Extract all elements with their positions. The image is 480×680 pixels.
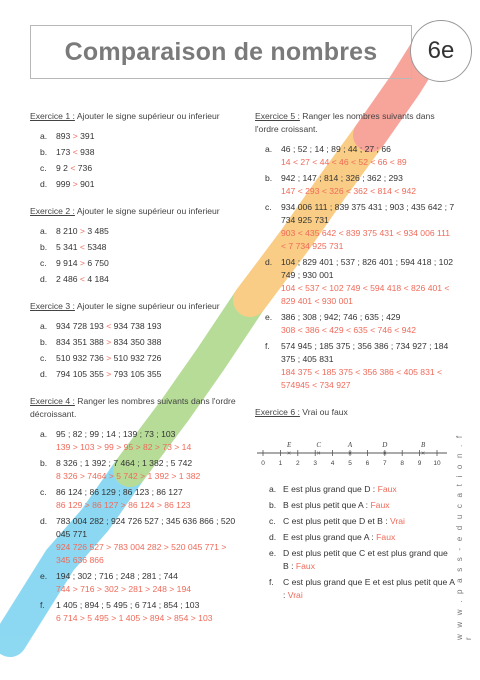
item-answer: 139 > 103 > 99 > 95 > 82 > 73 > 14: [56, 442, 192, 452]
item-answer: 8 326 > 7464 > 5 742 > 1 392 > 1 382: [56, 471, 201, 481]
item-question: E est plus grand que D :: [283, 484, 378, 494]
number-line-tick-label: 9: [417, 460, 422, 467]
item-right: 793 105 355: [113, 369, 162, 379]
item-answer: Faux: [376, 532, 396, 542]
ex4-instruction: Ranger les nombres suivants dans l'ordre décroissant.: [30, 396, 236, 419]
item-question: D est plus petit que C et est plus grand que B :: [283, 548, 448, 571]
number-line-point-label: E: [286, 441, 292, 449]
item-question: 942 ; 147 ; 814 ; 326 ; 362 ; 293: [281, 173, 403, 183]
item-question: C est plus petit que D et B :: [283, 516, 390, 526]
ex4-list: [30, 428, 240, 625]
number-line-point-mark: ×: [316, 450, 321, 458]
ex6-heading: Exercice 6 :: [255, 407, 300, 417]
item-right: 901: [80, 179, 95, 189]
item-left: 2 486: [56, 274, 78, 284]
item-right: 736: [77, 163, 93, 173]
item-label: c.: [40, 258, 47, 268]
list-item: [40, 273, 240, 286]
item-right: 934 738 193: [113, 321, 162, 331]
list-item: [265, 172, 455, 198]
list-item: [40, 486, 240, 512]
list-item: [40, 368, 240, 381]
item-label: e.: [265, 312, 273, 322]
item-answer: 6 714 > 5 495 > 1 405 > 894 > 854 > 103: [56, 613, 213, 623]
item-label: e.: [269, 548, 277, 558]
list-item: [40, 336, 240, 349]
item-label: d.: [40, 274, 48, 284]
title-box: [30, 25, 412, 79]
item-sign: >: [79, 258, 85, 268]
item-question: 783 004 282 ; 924 726 527 ; 345 636 866 ; 520 045 771: [56, 516, 236, 539]
number-line-tick-label: 6: [365, 460, 370, 467]
item-sign: <: [70, 163, 76, 173]
item-question: 934 006 111 ; 839 375 431 ; 903 ; 435 642 ; 7 734 925 731: [281, 202, 455, 225]
number-line-tick-label: 8: [400, 460, 405, 467]
item-question: 46 ; 52 ; 14 ; 89 ; 44 ; 27 ; 66: [281, 144, 391, 154]
number-line-tick-label: 5: [348, 460, 352, 467]
list-item: [40, 457, 240, 483]
item-sign: >: [72, 179, 78, 189]
list-item: [40, 241, 240, 254]
list-item: [40, 352, 240, 365]
list-item: [265, 143, 455, 169]
item-label: c.: [265, 202, 272, 212]
number-line-point-label: A: [347, 441, 353, 449]
item-label: c.: [40, 163, 47, 173]
list-item: [40, 225, 240, 238]
item-label: c.: [40, 487, 47, 497]
ex2-instruction: Ajouter le signe supérieur ou inferieur: [74, 206, 220, 216]
item-question: 386 ; 308 ; 942; 746 ; 635 ; 429: [281, 312, 401, 322]
item-sign: >: [106, 369, 112, 379]
number-line: [255, 433, 455, 469]
item-answer: Vrai: [390, 516, 405, 526]
list-item: [40, 570, 240, 596]
page-title: Comparaison de nombres: [64, 37, 378, 66]
item-label: d.: [40, 516, 48, 526]
item-right: 4 184: [87, 274, 109, 284]
ex1-title: [30, 110, 240, 123]
item-left: 934 728 193: [56, 321, 104, 331]
list-item: [40, 130, 240, 143]
item-label: a.: [265, 144, 273, 154]
item-sign: >: [72, 131, 78, 141]
item-label: d.: [40, 369, 48, 379]
left-column: [30, 110, 240, 639]
ex2-heading: Exercice 2 :: [30, 206, 75, 216]
item-answer: 14 < 27 < 44 < 46 < 52 < 66 < 89: [281, 157, 407, 167]
list-item: [40, 428, 240, 454]
ex6-instruction: Vrai ou faux: [299, 407, 348, 417]
item-left: 834 351 388: [56, 337, 104, 347]
item-label: b.: [40, 337, 48, 347]
ex6-title: [255, 406, 455, 419]
item-right: 510 932 726: [113, 353, 162, 363]
number-line-tick-label: 7: [382, 460, 387, 467]
item-answer: 147 < 293 < 326 < 362 < 814 < 942: [281, 186, 416, 196]
list-item: [40, 162, 240, 175]
number-line-point-mark: ×: [287, 450, 292, 458]
list-item: [265, 256, 455, 308]
number-line-point-mark: ×: [347, 450, 353, 458]
item-question: 86 124 ; 86 129 ; 86 123 ; 86 127: [56, 487, 183, 497]
item-right: 6 750: [87, 258, 109, 268]
item-sign: <: [106, 321, 112, 331]
ex5-list: [255, 143, 455, 392]
item-question: 1 405 ; 894 ; 5 495 ; 6 714 ; 854 ; 103: [56, 600, 200, 610]
item-label: a.: [40, 429, 48, 439]
item-left: 794 105 355: [56, 369, 104, 379]
item-label: d.: [40, 179, 48, 189]
item-label: a.: [269, 484, 277, 494]
item-label: f.: [265, 341, 270, 351]
item-left: 999: [56, 179, 71, 189]
item-label: e.: [40, 571, 48, 581]
list-item: [269, 547, 455, 573]
item-left: 8 210: [56, 226, 78, 236]
item-label: b.: [40, 242, 48, 252]
ex3-title: [30, 300, 240, 313]
number-line-tick-label: 4: [330, 460, 335, 467]
number-line-tick-label: 2: [295, 460, 300, 467]
item-question: 194 ; 302 ; 716 ; 248 ; 281 ; 744: [56, 571, 178, 581]
item-label: f.: [269, 577, 274, 587]
list-item: [269, 531, 455, 544]
item-right: 5348: [87, 242, 107, 252]
item-sign: <: [72, 147, 78, 157]
ex6-list: [255, 483, 455, 602]
item-answer: 744 > 716 > 302 > 281 > 248 > 194: [56, 584, 191, 594]
item-label: b.: [40, 147, 48, 157]
item-sign: >: [106, 353, 112, 363]
item-answer: 903 < 435 642 < 839 375 431 < 934 006 111 < 7 734 925 731: [281, 228, 451, 251]
list-item: [269, 499, 455, 512]
item-left: 9 2: [56, 163, 68, 173]
item-label: b.: [40, 458, 48, 468]
list-item: [265, 311, 455, 337]
item-right: 3 485: [87, 226, 109, 236]
list-item: [40, 257, 240, 270]
list-item: [265, 340, 455, 392]
list-item: [269, 483, 455, 496]
list-item: [269, 515, 455, 528]
number-line-tick-label: 10: [433, 460, 441, 467]
item-label: d.: [269, 532, 277, 542]
ex4-heading: Exercice 4 :: [30, 396, 75, 406]
item-question: C est plus grand que E et est plus petit que A :: [283, 577, 455, 600]
item-answer: 104 < 537 < 102 749 < 594 418 < 826 401 < 829 401 < 930 001: [281, 283, 450, 306]
list-item: [40, 320, 240, 333]
item-label: f.: [40, 600, 45, 610]
ex3-list: [30, 320, 240, 381]
site-watermark: w w w . p a s s - e d u c a t i o n . f r: [455, 433, 473, 640]
item-sign: >: [106, 337, 112, 347]
number-line-point-label: C: [316, 441, 322, 449]
item-answer: Vrai: [287, 590, 303, 600]
item-answer: Faux: [370, 500, 390, 510]
list-item: [40, 515, 240, 567]
item-left: 173: [56, 147, 71, 157]
item-right: 391: [80, 131, 95, 141]
ex4-title: [30, 395, 240, 421]
number-line-tick-label: 1: [278, 460, 283, 467]
item-label: c.: [269, 516, 276, 526]
number-line-point-mark: ×: [382, 450, 387, 458]
item-label: b.: [265, 173, 273, 183]
item-answer: Faux: [295, 561, 316, 571]
item-label: c.: [40, 353, 47, 363]
item-label: a.: [40, 226, 48, 236]
ex5-heading: Exercice 5 :: [255, 111, 300, 121]
number-line-svg: [255, 433, 455, 469]
item-answer: 924 726 527 > 783 004 282 > 520 045 771 > 345 636 866: [56, 542, 227, 565]
list-item: [40, 178, 240, 191]
number-line-point-mark: ×: [421, 450, 426, 458]
ex2-title: [30, 205, 240, 218]
item-left: 510 932 736: [56, 353, 104, 363]
item-answer: 86 129 > 86 127 > 86 124 > 86 123: [56, 500, 191, 510]
item-sign: <: [79, 274, 85, 284]
number-line-point-label: B: [420, 441, 426, 449]
item-question: 574 945 ; 185 375 ; 356 386 ; 734 927 ; 184 375 ; 405 831: [281, 341, 449, 364]
item-question: 95 ; 82 ; 99 ; 14 ; 139 ; 73 ; 103: [56, 429, 176, 439]
item-sign: >: [79, 226, 85, 236]
item-question: E est plus grand que A :: [283, 532, 377, 542]
list-item: [265, 201, 455, 253]
number-line-tick-label: 0: [261, 460, 265, 467]
item-label: b.: [269, 500, 277, 510]
item-label: a.: [40, 131, 48, 141]
ex1-instruction: Ajouter le signe supérieur ou inferieur: [74, 111, 220, 121]
item-right: 938: [80, 147, 95, 157]
number-line-tick-label: 3: [313, 460, 318, 467]
ex5-instruction: Ranger les nombres suivants dans l'ordre croissant.: [255, 111, 435, 134]
item-sign: <: [79, 242, 85, 252]
list-item: [40, 599, 240, 625]
ex3-instruction: Ajouter le signe supérieur ou inferieur: [74, 301, 220, 311]
item-answer: 184 375 < 185 375 < 356 386 < 405 831 < 574945 < 734 927: [281, 367, 443, 390]
ex2-list: [30, 225, 240, 286]
item-answer: 308 < 386 < 429 < 635 < 746 < 942: [281, 325, 416, 335]
right-column: [255, 110, 455, 605]
list-item: [269, 576, 455, 602]
grade-badge: 6e: [410, 20, 472, 82]
item-left: 5 341: [56, 242, 78, 252]
number-line-point-label: D: [382, 441, 388, 449]
item-answer: Faux: [377, 484, 397, 494]
ex1-heading: Exercice 1 :: [30, 111, 75, 121]
item-question: 104 ; 829 401 ; 537 ; 826 401 ; 594 418 ; 102 749 ; 930 001: [281, 257, 454, 280]
item-right: 834 350 388: [113, 337, 162, 347]
item-label: a.: [40, 321, 48, 331]
item-question: B est plus petit que A :: [283, 500, 371, 510]
item-label: d.: [265, 257, 273, 267]
ex1-list: [30, 130, 240, 191]
item-left: 9 914: [56, 258, 78, 268]
list-item: [40, 146, 240, 159]
item-question: 8 326 ; 1 392 ; 7 464 ; 1 382 ; 5 742: [56, 458, 193, 468]
item-left: 893: [56, 131, 71, 141]
ex3-heading: Exercice 3 :: [30, 301, 75, 311]
ex5-title: [255, 110, 455, 136]
